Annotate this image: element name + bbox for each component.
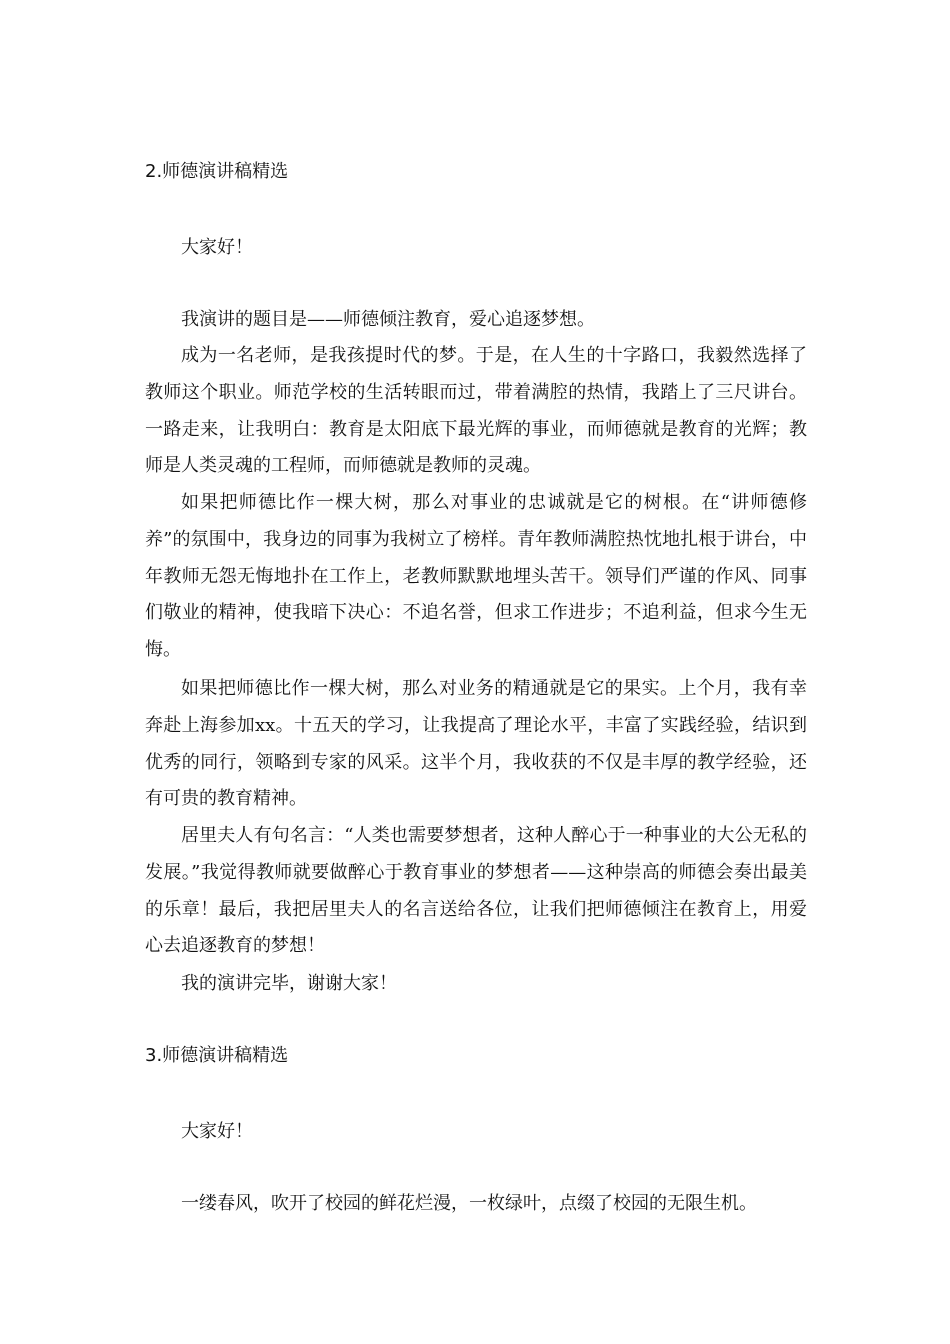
paragraph: 如果把师德比作一棵大树，那么对业务的精通就是它的果实。上个月，我有幸奔赴上海参加xx。十五天的学习，让我提高了理论水平，丰富了实践经验，结识到优秀的同行，领略到专家的风采。这半个月，我收获的不仅是丰厚的教学经验，还有可贵的教育精神。 [145, 678, 807, 810]
paragraph: 我演讲的题目是——师德倾注教育，爱心追逐梦想。 [181, 309, 595, 330]
greeting: 大家好！ [181, 237, 253, 258]
paragraph: 如果把师德比作一棵大树，那么对事业的忠诚就是它的树根。在“讲师德修养”的氛围中，我身边的同事为我树立了榜样。青年教师满腔热忱地扎根于讲台，中年教师无怨无悔地扑在工作上，老教师默默地埋头苦干。领导们严谨的作风、同事们敬业的精神，使我暗下决心：不追名誉，但求工作进步；不追利益，但求今生无悔。 [145, 492, 807, 661]
paragraph: 成为一名老师，是我孩提时代的梦。于是，在人生的十字路口，我毅然选择了教师这个职业。师范学校的生活转眼而过，带着满腔的热情，我踏上了三尺讲台。一路走来，让我明白：教育是太阳底下最光辉的事业，而师德就是教育的光辉；教师是人类灵魂的工程师，而师德就是教师的灵魂。 [145, 345, 807, 477]
paragraph: 居里夫人有句名言：“人类也需要梦想者，这种人醉心于一种事业的大公无私的发展。”我觉得教师就要做醉心于教育事业的梦想者——这种崇高的师德会奏出最美的乐章！最后，我把居里夫人的名言送给各位，让我们把师德倾注在教育上，用爱心去追逐教育的梦想！ [145, 825, 807, 957]
section-title: 2.师德演讲稿精选 [145, 161, 289, 182]
paragraph: 一缕春风，吹开了校园的鲜花烂漫，一枚绿叶，点缀了校园的无限生机。 [181, 1193, 757, 1214]
paragraph: 我的演讲完毕，谢谢大家！ [181, 973, 397, 994]
section-title: 3.师德演讲稿精选 [145, 1045, 289, 1066]
greeting: 大家好！ [181, 1121, 253, 1142]
